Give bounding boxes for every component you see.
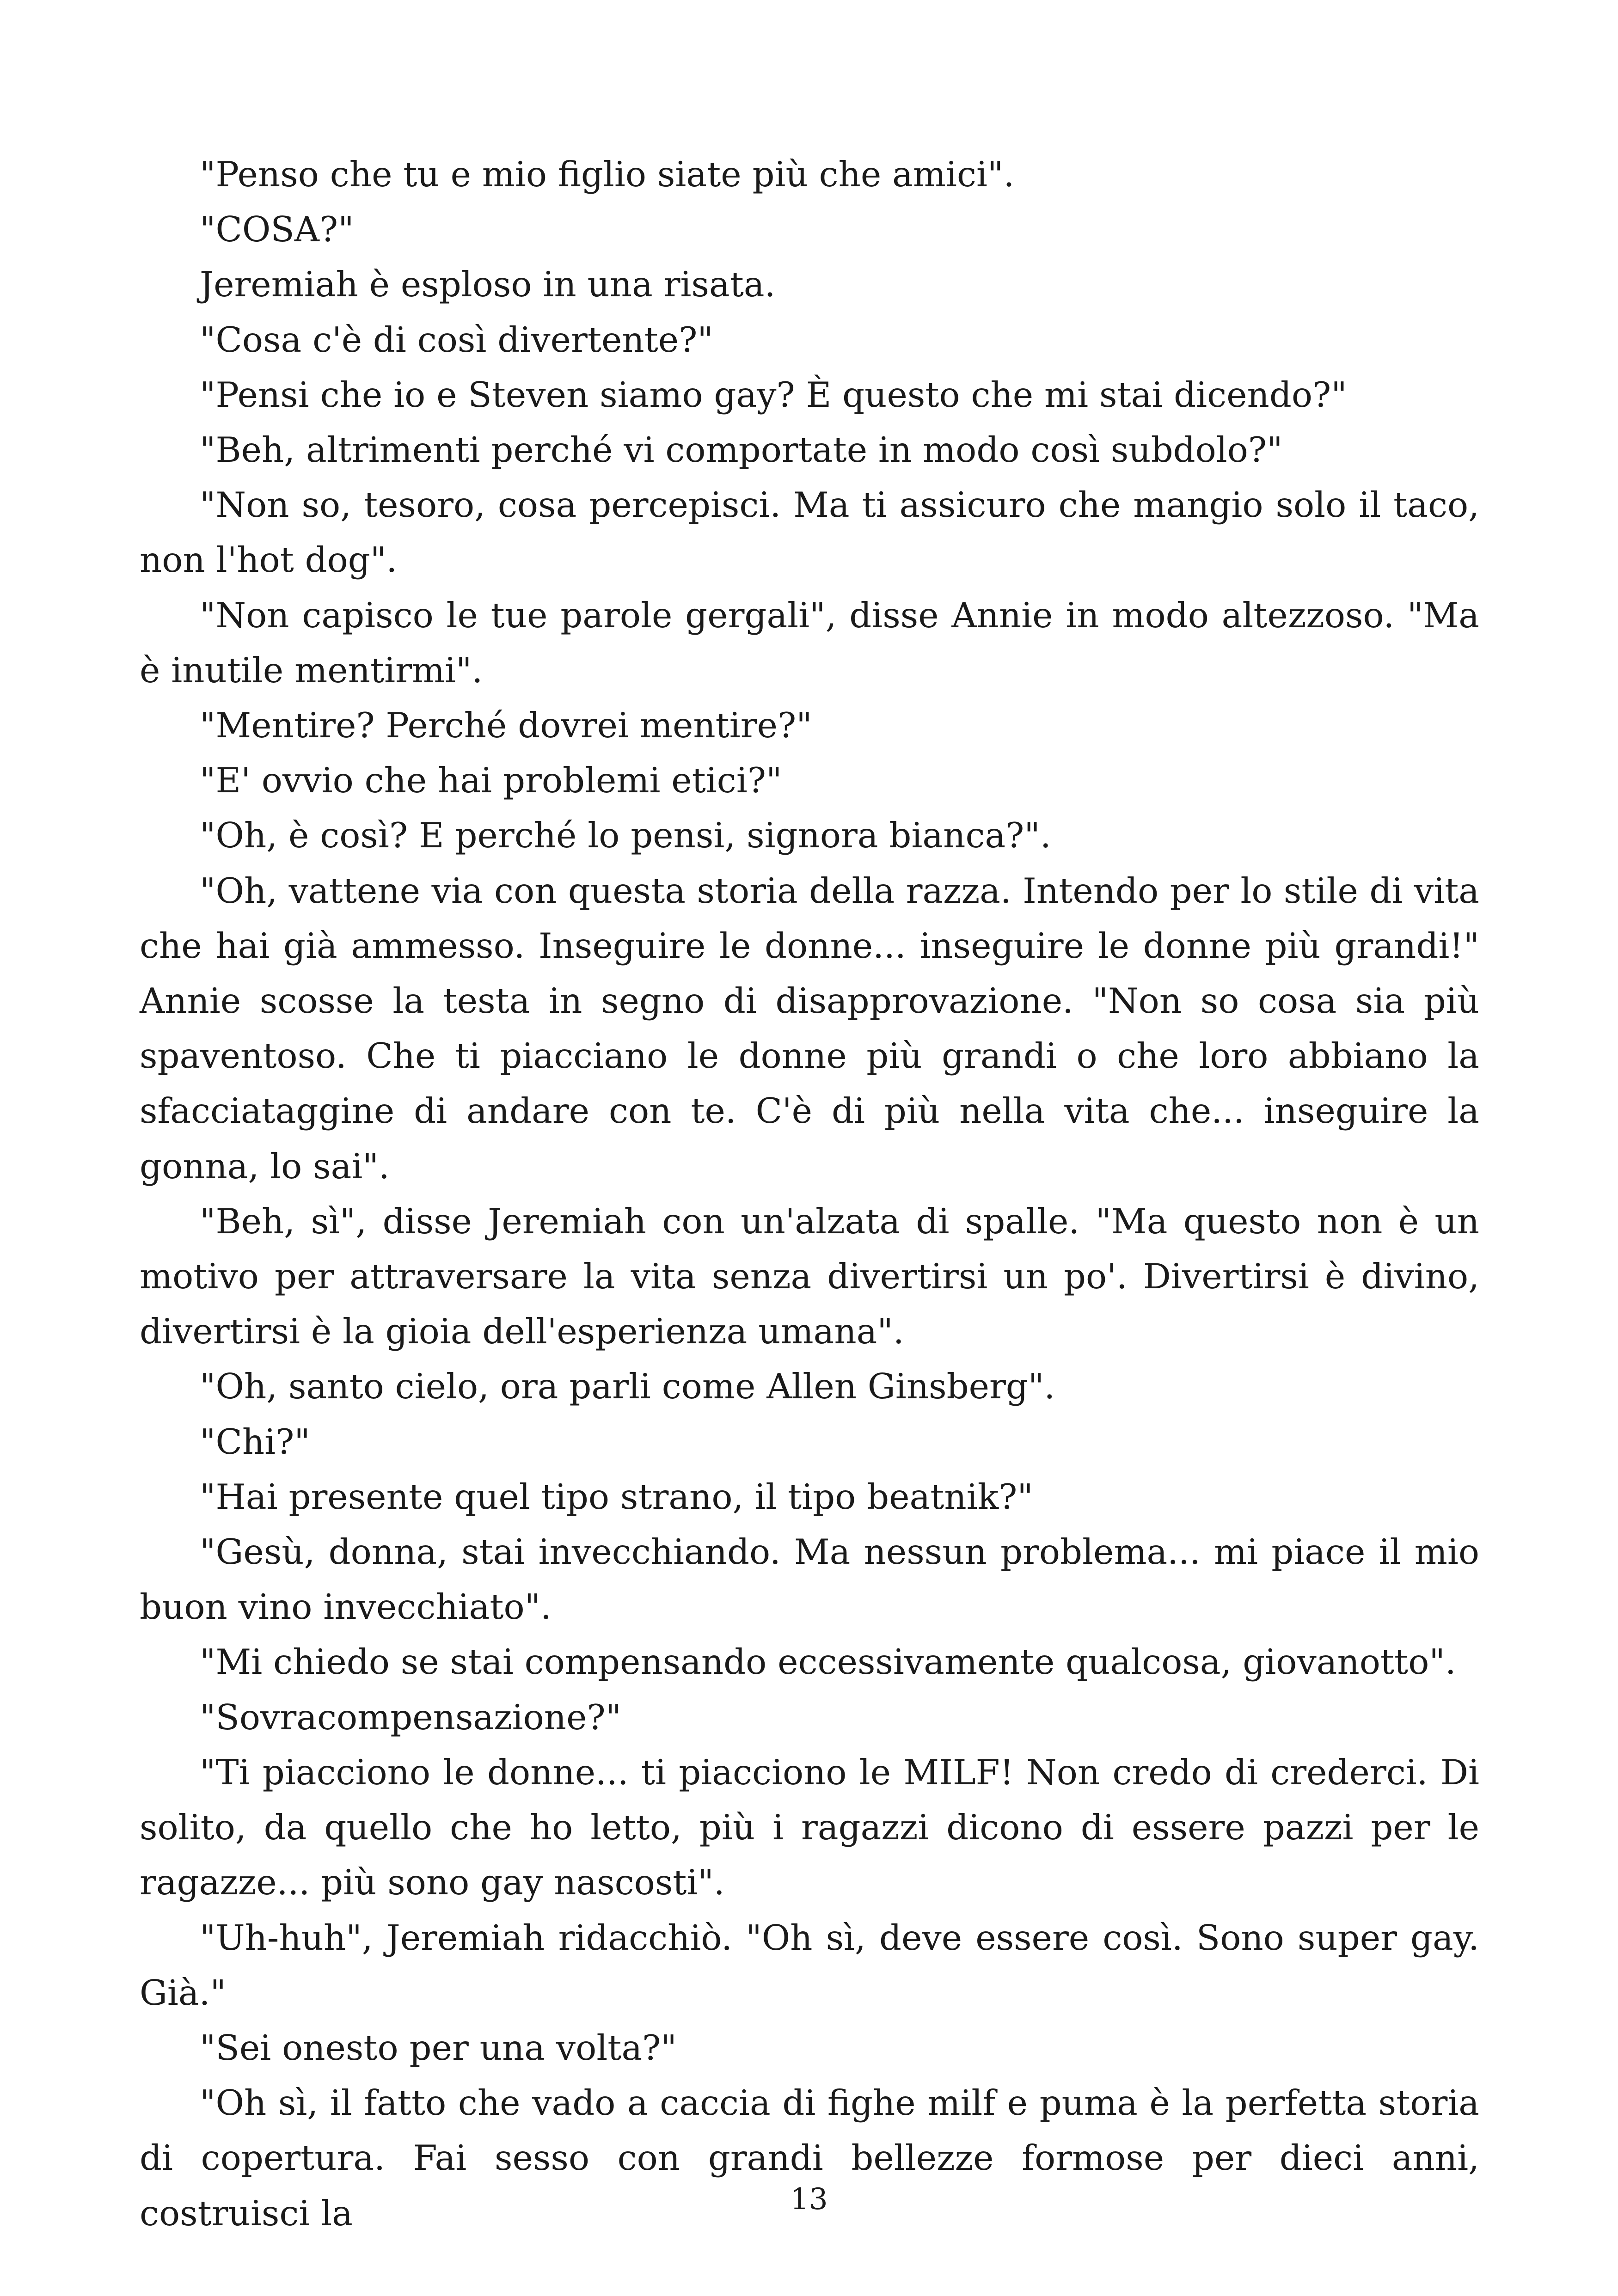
paragraph-18: "Mi chiedo se stai compensando eccessivamente qualcosa, giovanotto". (200, 1641, 1456, 1683)
body-text (140, 147, 1479, 2241)
paragraph-9: "Mentire? Perché dovrei mentire?" (200, 705, 812, 746)
paragraph-8: "Non capisco le tue parole gergali", disse Annie in modo altezzoso. "Ma è inutile mentirmi". (140, 594, 1479, 691)
paragraph-14: "Oh, santo cielo, ora parli come Allen Ginsberg". (200, 1366, 1055, 1407)
paragraph-22: "Sei onesto per una volta?" (200, 2027, 677, 2068)
paragraph-10: "E' ovvio che hai problemi etici?" (200, 760, 782, 801)
paragraph-5: "Pensi che io e Steven siamo gay? È questo che mi stai dicendo?" (200, 374, 1347, 415)
paragraph-7: "Non so, tesoro, cosa percepisci. Ma ti assicuro che mangio solo il taco, non l'hot dog". (140, 484, 1479, 581)
paragraph-2: "COSA?" (200, 209, 354, 250)
paragraph-11: "Oh, è così? E perché lo pensi, signora bianca?". (200, 815, 1051, 856)
paragraph-13: "Beh, sì", disse Jeremiah con un'alzata di spalle. "Ma questo non è un motivo per attraversare la vita senza divertirsi un po'. Divertirsi è divino, divertirsi è la gioia dell'esperienza umana". (140, 1200, 1479, 1352)
paragraph-1: "Penso che tu e mio figlio siate più che amici". (200, 154, 1015, 195)
paragraph-19: "Sovracompensazione?" (200, 1696, 622, 1738)
paragraph-4: "Cosa c'è di così divertente?" (200, 319, 713, 360)
paragraph-23: "Oh sì, il fatto che vado a caccia di fighe milf e puma è la perfetta storia di copertura. Fai sesso con grandi bellezze formose per dieci anni, costruisci la (140, 2082, 1479, 2234)
paragraph-16: "Hai presente quel tipo strano, il tipo beatnik?" (200, 1476, 1033, 1517)
paragraph-12: "Oh, vattene via con questa storia della razza. Intendo per lo stile di vita che hai già ammesso. Inseguire le donne... inseguire le donne più grandi!" Annie scosse la testa in segno di disapprovazione. "Non so cosa sia più spaventoso. Che ti piacciano le donne più grandi o che loro abbiano la sfacciataggine di andare con te. C'è di più nella vita che... inseguire la gonna, lo sai". (140, 870, 1479, 1187)
paragraph-3: Jeremiah è esploso in una risata. (200, 264, 776, 305)
paragraph-21: "Uh-huh", Jeremiah ridacchiò. "Oh sì, deve essere così. Sono super gay. Già." (140, 1917, 1479, 2013)
paragraph-17: "Gesù, donna, stai invecchiando. Ma nessun problema... mi piace il mio buon vino invecchiato". (140, 1531, 1479, 1628)
paragraph-20: "Ti piacciono le donne... ti piacciono le MILF! Non credo di crederci. Di solito, da quello che ho letto, più i ragazzi dicono di essere pazzi per le ragazze... più sono gay nascosti". (140, 1751, 1479, 1903)
paragraph-15: "Chi?" (200, 1421, 310, 1462)
page-number: 13 (790, 2182, 828, 2216)
paragraph-6: "Beh, altrimenti perché vi comportate in modo così subdolo?" (200, 429, 1283, 471)
